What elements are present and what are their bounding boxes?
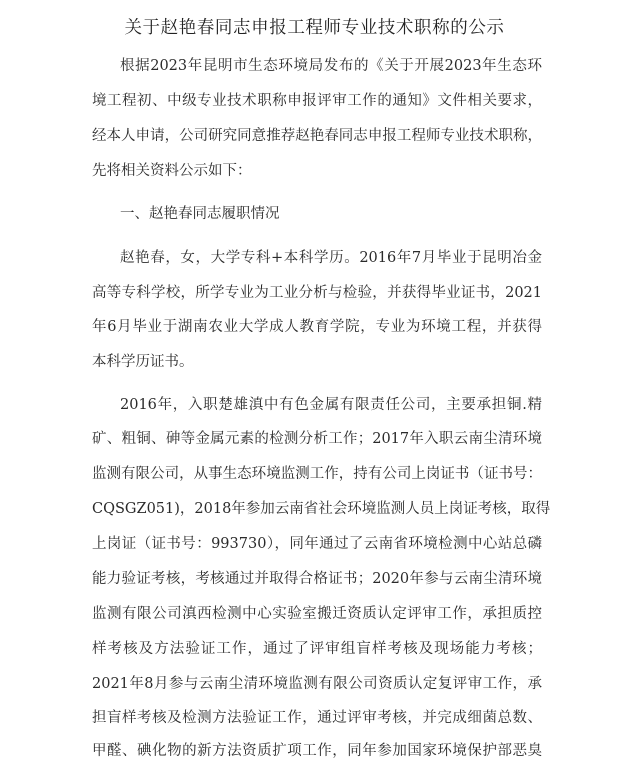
paragraph-line: 年6月毕业于湖南农业大学成人教育学院，专业为环境工程，并获得 <box>92 319 542 335</box>
paragraph-line: 甲醛、碘化物的新方法资质扩项工作，同年参加国家环境保护部恶臭 <box>92 743 542 759</box>
intro-line: 境工程初、中级专业技术职称申报评审工作的通知》文件相关要求， <box>92 93 542 109</box>
document-title: 关于赵艳春同志申报工程师专业技术职称的公示 <box>124 18 505 38</box>
paragraph-line: 样考核及方法验证工作，通过了评审组盲样考核及现场能力考核； <box>92 641 542 657</box>
paragraph-line: 能力验证考核，考核通过并取得合格证书；2020年参与云南尘清环境 <box>92 571 542 587</box>
paragraph-line: CQSGZ051)，2018年参加云南省社会环境监测人员上岗证考核，取得 <box>92 501 551 517</box>
intro-line: 根据2023年昆明市生态环境局发布的《关于开展2023年生态环 <box>120 58 542 74</box>
intro-line: 经本人申请，公司研究同意推荐赵艳春同志申报工程师专业技术职称， <box>92 128 542 144</box>
paragraph-line: 2016年，入职楚雄滇中有色金属有限责任公司，主要承担铜.精 <box>120 397 542 413</box>
paragraph-line: 监测有限公司，从事生态环境监测工作，持有公司上岗证书（证书号： <box>92 466 542 482</box>
paragraph-line: 矿、粗铜、砷等金属元素的检测分析工作；2017年入职云南尘清环境 <box>92 431 542 447</box>
paragraph-line: 2021年8月参与云南尘清环境监测有限公司资质认定复评审工作，承 <box>92 676 542 692</box>
intro-line: 先将相关资料公示如下： <box>92 163 252 179</box>
paragraph-line: 赵艳春，女，大学专科+本科学历。2016年7月毕业于昆明冶金 <box>120 250 542 266</box>
paragraph-line: 本科学历证书。 <box>92 354 194 370</box>
paragraph-line: 监测有限公司滇西检测中心实验室搬迁资质认定评审工作，承担质控 <box>92 606 542 622</box>
paragraph-line: 高等专科学校，所学专业为工业分析与检验，并获得毕业证书，2021 <box>92 285 542 301</box>
section-heading: 一、赵艳春同志履职情况 <box>120 206 280 222</box>
paragraph-line: 担盲样考核及检测方法验证工作，通过评审考核，并完成细菌总数、 <box>92 710 542 726</box>
paragraph-line: 上岗证（证书号：993730），同年通过了云南省环境检测中心站总磷 <box>92 536 542 552</box>
